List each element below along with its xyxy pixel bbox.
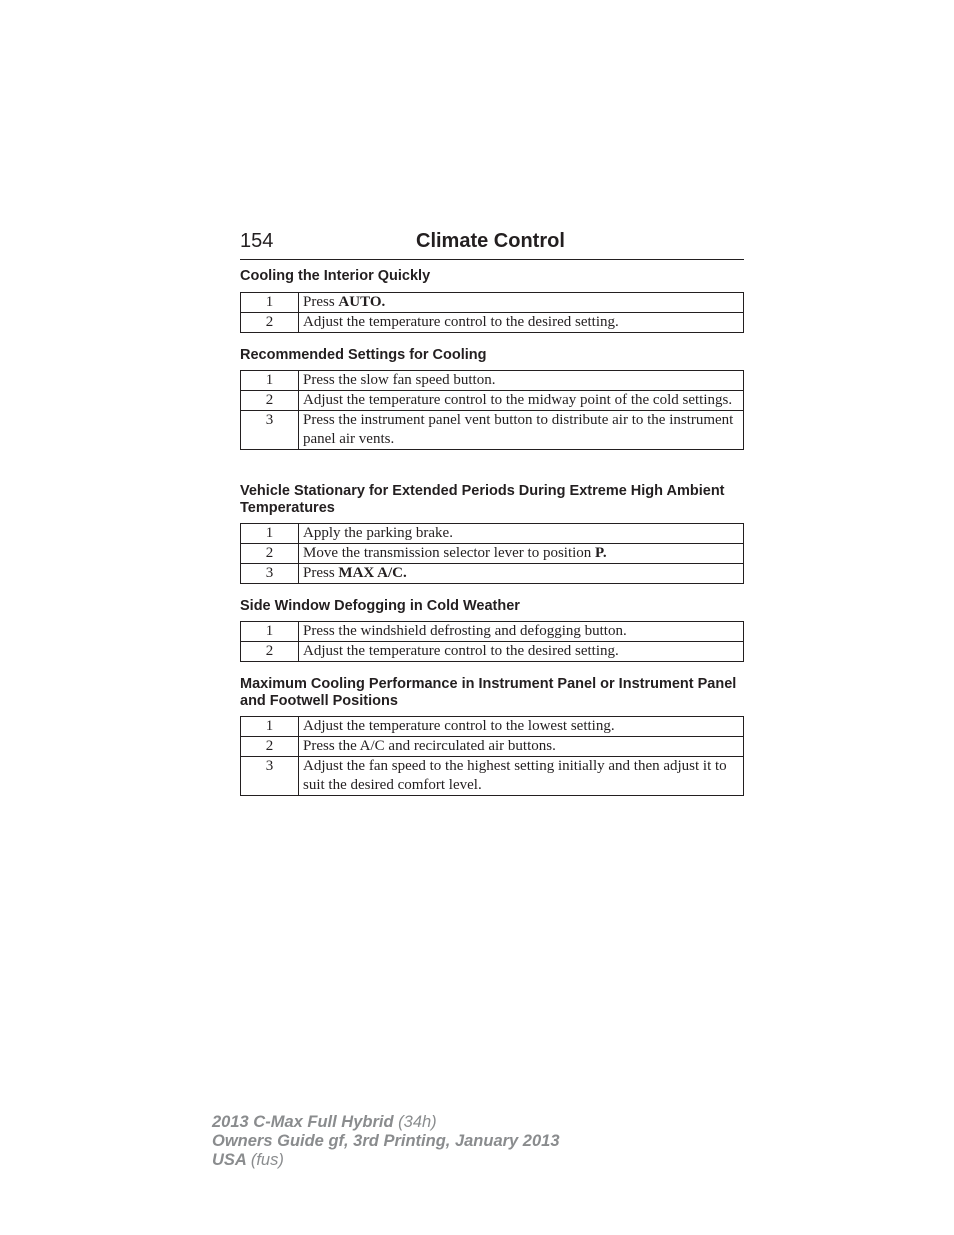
steps-table [240,716,744,796]
step-number: 2 [241,737,299,757]
step-text: Adjust the temperature control to the lowest setting. [299,717,744,737]
table-row [241,737,744,757]
steps-table [240,370,744,450]
footer-line-3: USA (fus) [212,1151,284,1169]
page-header [240,229,744,260]
step-text: Adjust the temperature control to the midway point of the cold settings. [299,391,744,411]
table-row [241,411,744,450]
step-text: Press the slow fan speed button. [299,371,744,391]
step-number: 1 [241,717,299,737]
table-row [241,544,744,564]
steps-table [240,292,744,333]
step-text: Adjust the fan speed to the highest setting initially and then adjust it to suit the desired comfort level. [299,757,744,796]
table-row [241,622,744,642]
step-number: 1 [241,371,299,391]
step-number: 3 [241,411,299,450]
step-number: 2 [241,544,299,564]
step-number: 3 [241,564,299,584]
section-heading: Vehicle Stationary for Extended Periods During Extreme High Ambient Temperatures [240,483,725,516]
step-text: Apply the parking brake. [299,524,744,544]
table-row [241,642,744,662]
step-text: Move the transmission selector lever to position P. [299,544,744,564]
step-number: 3 [241,757,299,796]
step-number: 1 [241,622,299,642]
step-number: 1 [241,524,299,544]
step-text: Press the windshield defrosting and defogging button. [299,622,744,642]
page-title: Climate Control [416,230,565,252]
page-number: 154 [240,230,274,252]
step-number: 2 [241,391,299,411]
section-heading: Side Window Defogging in Cold Weather [240,598,520,614]
step-text: Press AUTO. [299,293,744,313]
table-row [241,371,744,391]
table-row [241,564,744,584]
steps-table [240,523,744,584]
step-number: 2 [241,642,299,662]
step-text: Adjust the temperature control to the desired setting. [299,313,744,333]
step-text: Press the A/C and recirculated air buttons. [299,737,744,757]
table-row [241,391,744,411]
step-text: Press the instrument panel vent button to distribute air to the instrument panel air vents. [299,411,744,450]
footer-line-2: Owners Guide gf, 3rd Printing, January 2013 [212,1132,560,1150]
table-row [241,293,744,313]
table-row [241,757,744,796]
step-text: Press MAX A/C. [299,564,744,584]
footer-line-1: 2013 C-Max Full Hybrid (34h) [212,1113,437,1131]
table-row [241,313,744,333]
table-row [241,524,744,544]
table-row [241,717,744,737]
document-footer [212,1113,560,1170]
step-text: Adjust the temperature control to the desired setting. [299,642,744,662]
step-number: 2 [241,313,299,333]
steps-table [240,621,744,662]
section-heading: Recommended Settings for Cooling [240,347,487,363]
step-number: 1 [241,293,299,313]
section-heading: Cooling the Interior Quickly [240,268,431,284]
section-heading: Maximum Cooling Performance in Instrument Panel or Instrument Panel and Footwell Positions [240,676,737,709]
